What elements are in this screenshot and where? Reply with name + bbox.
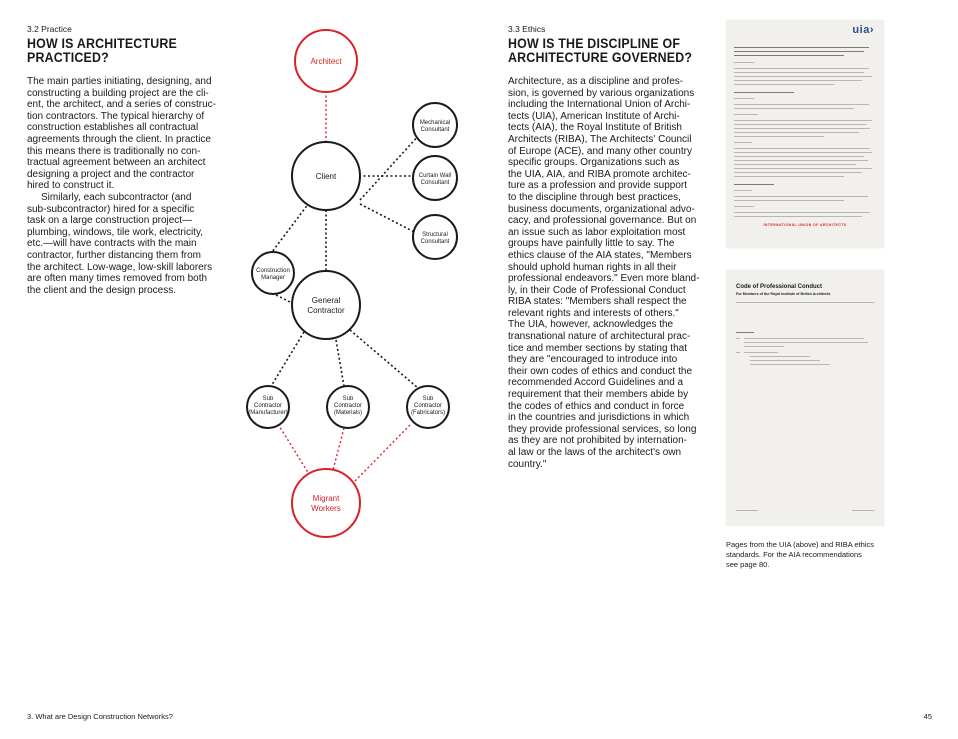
doc-line [744,346,784,347]
doc-line [734,190,752,191]
doc-line [734,172,862,173]
doc-line [734,98,754,99]
node-client [292,142,360,210]
doc-line [744,338,864,339]
doc-line [734,68,869,69]
link-sub1-migrant [278,424,312,479]
link-client-mechanical [360,134,420,200]
left-section-label: 3.2 Practice [27,24,72,34]
migrant-label-1: Migrant [312,494,340,503]
doc-line [736,510,758,511]
doc-line [734,216,862,217]
doc-line [734,176,844,177]
doc-line [744,352,778,353]
doc-line [734,114,758,115]
uia-document-thumbnail [726,20,884,248]
sub2-label-1: Sub [342,396,354,402]
right-paragraph: Architecture, as a discipline and profes- sion, is governed by various organizations including the International Union of Archi- tects (UIA), American Institute of Archi- tects (AIA), the Royal Institute of British Architects (RIBA), The Architects' Council of Europe (ACE), and many other country specific groups. Organizations such as the UIA, AIA, and RIBA promote architec- ture as a profession and provide support to the discipline through best practices, business documents, organizational advo- cacy, and professional governance. But on an issue such as labor exploitation most groups have painfully little to say. The ethics clause of the AIA states, "Members should uphold human rights in all their professional endeavors." Even more bland- ly, in their Code of Professional Conduct RIBA states: "Members shall respect the relevant rights and interests of others." The UIA, however, acknowledges the transnational nature of architectural prac- tice and member sections by stating that they are "encouraged to introduce into their own codes of ethics and conduct the recommended Accord Guidelines and a requirement that their members abide by the codes of ethics and conduct in force in the countries and jurisdictions in which they provide professional services, so long as they are not prohibited by internation- al law or the laws of the architect's own country." [508,76,700,470]
link-client-structural [360,204,420,235]
doc-line [734,184,774,185]
mechanical-label-1: Mechanical [419,120,451,126]
doc-line [734,47,869,48]
doc-line [736,338,740,339]
right-heading-line2: ARCHITECTURE GOVERNED? [508,50,693,65]
doc-rule [736,302,874,303]
doc-line [734,152,872,153]
doc-line [736,332,754,333]
footer-chapter: 3. What are Design Construction Networks? [27,712,173,721]
sub2-label-3: (Materials) [333,410,363,416]
doc-line [734,128,870,129]
doc-line [734,160,868,161]
link-gc-sub3 [350,330,418,388]
doc-line [750,356,810,357]
doc-line [750,364,830,365]
node-curtain-wall-consultant [413,156,457,200]
sub3-label-2: Contractor [413,403,443,409]
sub3-label-3: (Fabricators) [410,410,446,416]
node-structural-consultant [413,215,457,259]
right-heading-line1: HOW IS THE DISCIPLINE OF [508,36,681,51]
gc-label-2: Contractor [307,306,345,315]
doc-line [736,352,740,353]
doc-line [734,62,754,63]
doc-line [734,120,872,121]
curtain-label-2: Consultant [420,180,450,186]
doc-line [734,200,844,201]
doc-line [734,84,834,85]
doc-line [734,104,869,105]
sub1-label-3: (Manufacturer) [248,410,288,416]
doc-line [734,132,859,133]
left-heading-line1: HOW IS ARCHITECTURE [27,36,178,51]
structural-label-1: Structural [422,232,448,238]
left-heading-line2: PRACTICED? [27,50,109,65]
doc-line [734,51,864,52]
node-sub-fabricators [407,386,449,428]
left-paragraph-1: The main parties initiating, designing, and constructing a building project are the cli- ent, the architect, and a series of construc- tion contractors. The typical hierarchy of construction establishes all contractual agreements through the client. In practice this means there is traditionally no con- tractual agreement between an architect designing a project and the contractor hired to construct it. [27,76,216,192]
link-client-cm [272,199,312,252]
client-label: Client [315,172,337,181]
uia-logo [852,24,874,36]
doc-line [734,92,794,93]
doc-line [734,168,872,169]
doc-line [734,72,864,73]
node-mechanical-consultant [413,103,457,147]
doc-line [734,164,856,165]
curtain-label-1: Curtain Wall [418,173,452,179]
node-construction-manager [252,252,294,294]
doc-line [734,212,870,213]
doc-line [734,108,854,109]
right-section-label: 3.3 Ethics [508,24,546,34]
migrant-label-2: Workers [311,504,341,513]
doc-line [734,142,752,143]
structural-label-2: Consultant [420,239,450,245]
construction-hierarchy-diagram [240,20,490,550]
doc-line [744,342,868,343]
uia-logo-text: uia [852,24,870,36]
link-gc-sub1 [270,332,304,388]
cm-label-1: Construction [256,268,290,274]
doc-line [734,124,866,125]
node-general-contractor [292,271,360,339]
node-sub-manufacturer [247,386,289,428]
page-number: 45 [923,712,932,721]
uia-banner: INTERNATIONAL UNION OF ARCHITECTS [763,223,847,227]
sub3-label-1: Sub [422,396,434,402]
architect-label: Architect [310,57,342,66]
doc-line [734,148,870,149]
doc-line [734,156,864,157]
left-paragraph-2: Similarly, each subcontractor (and sub-subcontractor) hired for a specific task on a large construction project— plumbing, windows, tile work, electricity, etc.—will have contracts with the main contractor, further distancing them from the architect. Low-wage, low-skill laborers are often many times removed from both the client and the design process. [27,191,213,296]
node-migrant-workers [292,469,360,537]
riba-subtitle: For Members of the Royal Institute of British Architects [736,292,831,296]
right-heading [508,37,692,65]
sub2-label-2: Contractor [333,403,363,409]
riba-document-thumbnail [726,270,884,526]
doc-line [734,55,844,56]
link-gc-sub2 [336,340,344,386]
cm-label-2: Manager [261,275,285,281]
link-sub2-migrant [332,428,344,474]
node-sub-materials [327,386,369,428]
uia-logo-mark-icon: › [869,24,874,36]
doc-line [852,510,874,511]
doc-line [734,80,862,81]
doc-line [734,76,872,77]
doc-line [734,136,824,137]
link-sub3-migrant [354,425,410,482]
gc-label-1: General [311,296,341,305]
left-heading [27,37,177,65]
sub1-label-1: Sub [262,396,274,402]
mechanical-label-2: Consultant [420,127,450,133]
node-architect [295,30,357,92]
doc-line [734,206,754,207]
figure-caption: Pages from the UIA (above) and RIBA ethics standards. For the AIA recommendations see page 80. [726,540,874,569]
riba-title: Code of Professional Conduct [736,284,823,290]
left-body [27,76,259,296]
doc-line [734,196,868,197]
doc-line [750,360,820,361]
sub1-label-2: Contractor [253,403,283,409]
